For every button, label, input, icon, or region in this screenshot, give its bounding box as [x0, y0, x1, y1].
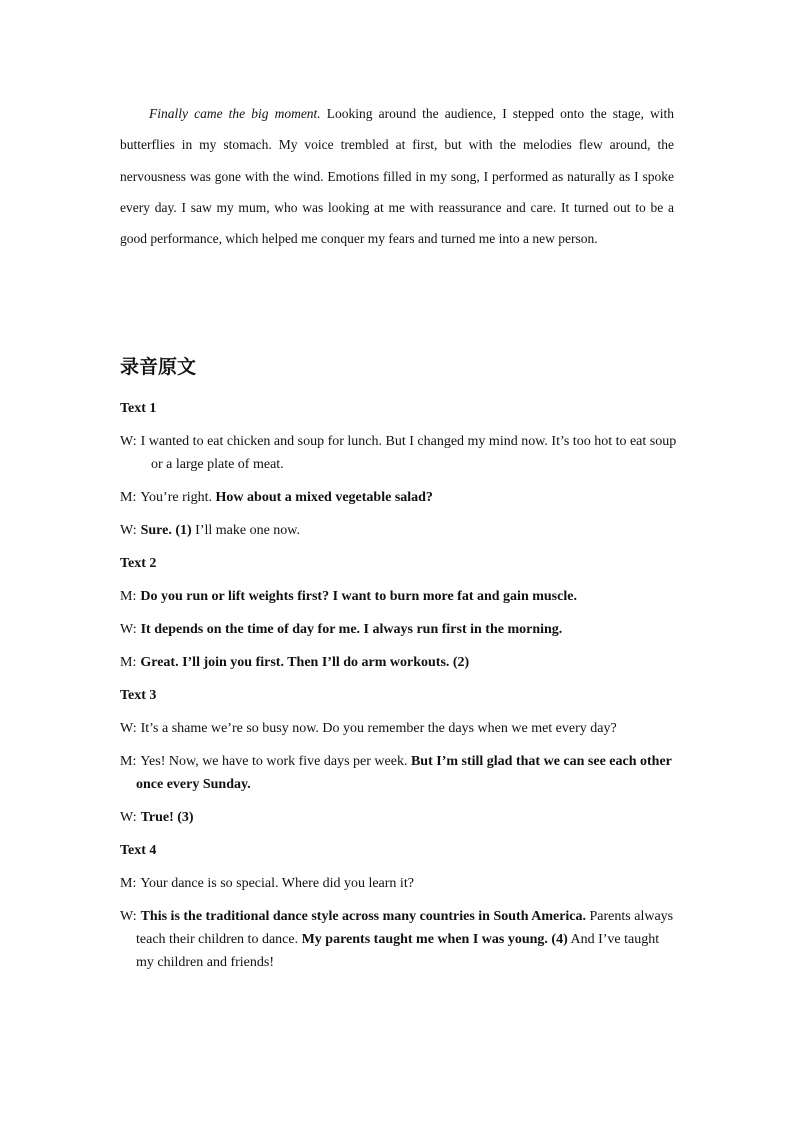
- speaker-label: M:: [120, 589, 137, 604]
- line-text-bold: Great. I’ll join you first. Then I’ll do arm workouts. (2): [140, 655, 470, 670]
- dialogue-line: [120, 717, 680, 740]
- transcript: [120, 397, 680, 984]
- dialogue-line: [120, 519, 680, 542]
- speaker-label: M:: [120, 754, 137, 769]
- line-text-bold: It depends on the time of day for me. I always run first in the morning.: [140, 622, 563, 637]
- line-text-bold: Sure. (1): [140, 523, 192, 538]
- text-heading: Text 2: [120, 556, 157, 571]
- line-text: Parents always teach their children to dance.: [136, 909, 674, 947]
- speaker-label: W:: [120, 810, 137, 825]
- line-text: You’re right.: [140, 490, 216, 505]
- text-heading: Text 3: [120, 688, 157, 703]
- dialogue-line: [120, 486, 680, 509]
- dialogue-line: [120, 585, 680, 608]
- line-text: Yes! Now, we have to work five days per week.: [140, 754, 411, 769]
- dialogue-line: [120, 806, 680, 829]
- line-text: Your dance is so special. Where did you learn it?: [140, 876, 414, 891]
- line-text-bold: Do you run or lift weights first? I want to burn more fat and gain muscle.: [140, 589, 577, 604]
- text-block-2: [120, 552, 680, 674]
- line-text-bold: But I’m still glad that we can see each other once every Sunday.: [136, 754, 672, 792]
- dialogue-line: [120, 618, 680, 641]
- dialogue-line: [120, 750, 680, 796]
- dialogue-line: [120, 651, 680, 674]
- text-block-1: [120, 397, 680, 542]
- text-block-4: [120, 839, 680, 974]
- speaker-label: W:: [120, 721, 137, 736]
- text-heading: Text 1: [120, 401, 157, 416]
- speaker-label: W:: [120, 434, 137, 449]
- dialogue-line: [120, 430, 680, 476]
- speaker-label: W:: [120, 622, 137, 637]
- speaker-label: W:: [120, 909, 137, 924]
- section-title: 录音原文: [120, 356, 197, 378]
- line-text: I wanted to eat chicken and soup for lunch. But I changed my mind now. It’s too hot to eat soup or a large plate of meat.: [140, 434, 677, 472]
- line-text-bold: My parents taught me when I was young. (4): [301, 932, 568, 947]
- line-text: It’s a shame we’re so busy now. Do you remember the days when we met every day?: [140, 721, 617, 736]
- dialogue-line: [120, 905, 680, 974]
- line-text-bold: True! (3): [140, 810, 194, 825]
- line-text: And I’ve taught my children and friends!: [136, 932, 660, 970]
- essay-paragraph: [120, 98, 674, 254]
- essay-body: Looking around the audience, I stepped onto the stage, with butterflies in my stomach. My voice trembled at first, but with the melodies flew around, the nervousness was gone with the wind. Emotions filled in my song, I performed as naturally as I spoke every day. I saw my mum, who was looking at me with reassurance and care. It turned out to be a good performance, which helped me conquer my fears and turned me into a new person.: [120, 106, 674, 247]
- text-block-3: [120, 684, 680, 829]
- line-text-bold: This is the traditional dance style across many countries in South America.: [140, 909, 587, 924]
- speaker-label: W:: [120, 523, 137, 538]
- dialogue-line: [120, 872, 680, 895]
- line-text: I’ll make one now.: [191, 523, 301, 538]
- line-text-bold: How about a mixed vegetable salad?: [215, 490, 433, 505]
- text-heading: Text 4: [120, 843, 157, 858]
- speaker-label: M:: [120, 876, 137, 891]
- essay-lead: Finally came the big moment.: [149, 106, 321, 121]
- speaker-label: M:: [120, 655, 137, 670]
- speaker-label: M:: [120, 490, 137, 505]
